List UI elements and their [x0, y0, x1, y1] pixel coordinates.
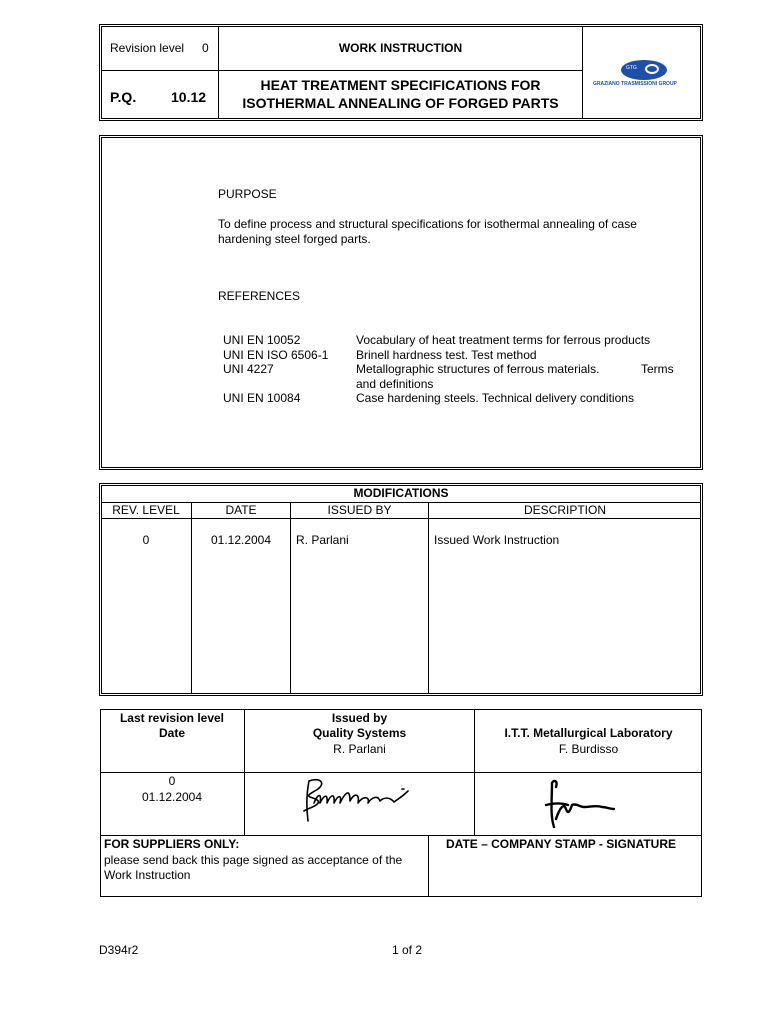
column-header-description: DESCRIPTION — [523, 503, 606, 517]
reference-code: UNI EN 10052 — [223, 333, 301, 347]
reference-description: Case hardening steels. Technical delivery conditions — [356, 391, 634, 405]
table-divider — [290, 502, 291, 694]
pq-label: P.Q. — [110, 89, 137, 105]
reference-description-line2: and definitions — [356, 377, 434, 391]
column-header-rev-level: REV. LEVEL — [112, 503, 180, 517]
header-divider — [582, 26, 583, 119]
purpose-section — [99, 135, 703, 470]
purpose-text-line2: hardening steel forged parts. — [218, 232, 371, 246]
suppliers-text-line2: Work Instruction — [104, 868, 191, 882]
reference-description: Brinell hardness test. Test method — [356, 348, 537, 362]
logo-mark-text: GTG — [626, 65, 637, 71]
table-divider — [100, 772, 702, 773]
last-revision-date-label: Date — [158, 726, 185, 740]
purpose-text-line1: To define process and structural specifications for isothermal annealing of case — [218, 217, 637, 231]
lab-name: F. Burdisso — [558, 742, 619, 756]
pq-value: 10.12 — [171, 89, 207, 105]
reference-code: UNI 4227 — [223, 362, 274, 376]
table-divider — [100, 835, 702, 836]
column-header-issued-by: ISSUED BY — [327, 503, 392, 517]
document-type: WORK INSTRUCTION — [338, 41, 463, 55]
reference-description: Metallographic structures of ferrous materials. — [356, 362, 600, 376]
suppliers-text-line1: please send back this page signed as acceptance of the — [104, 853, 403, 867]
table-divider — [191, 502, 192, 694]
references-heading: REFERENCES — [218, 289, 301, 303]
column-header-date: DATE — [225, 503, 257, 517]
last-revision-date-value: 01.12.2004 — [141, 790, 203, 804]
last-revision-label: Last revision level — [119, 711, 225, 725]
table-divider — [428, 835, 429, 897]
signature-quality-systems — [300, 775, 420, 827]
issued-by-label: Issued by — [331, 711, 388, 725]
last-revision-value: 0 — [168, 774, 176, 788]
quality-systems-label: Quality Systems — [312, 726, 407, 740]
reference-description: Vocabulary of heat treatment terms for ferrous products — [356, 333, 651, 347]
reference-description-extra: Terms — [641, 362, 674, 376]
reference-code: UNI EN ISO 6506-1 — [223, 348, 329, 362]
row-date: 01.12.2004 — [210, 533, 272, 547]
issued-by-name: R. Parlani — [333, 742, 386, 756]
document-code: D394r2 — [99, 943, 139, 957]
lab-title: I.T.T. Metallurgical Laboratory — [504, 726, 673, 740]
revision-level-label: Revision level — [110, 41, 185, 55]
stamp-signature-label: DATE – COMPANY STAMP - SIGNATURE — [446, 837, 677, 851]
purpose-heading: PURPOSE — [218, 187, 277, 201]
page-number: 1 of 2 — [392, 943, 423, 957]
revision-level-value: 0 — [202, 41, 209, 55]
page-title-line2: ISOTHERMAL ANNEALING OF FORGED PARTS — [242, 95, 559, 111]
row-description: Issued Work Instruction — [434, 533, 560, 547]
page-title-line1: HEAT TREATMENT SPECIFICATIONS FOR — [260, 77, 541, 93]
header-divider — [101, 70, 582, 71]
logo-text: GRAZIANO TRASMISSIONI GROUP — [593, 81, 677, 87]
reference-code: UNI EN 10084 — [223, 391, 301, 405]
row-issued-by: R. Parlani — [296, 533, 349, 547]
signature-metallurgical-lab — [540, 775, 620, 833]
table-divider — [428, 502, 429, 694]
modifications-title: MODIFICATIONS — [353, 486, 449, 500]
suppliers-title: FOR SUPPLIERS ONLY: — [104, 837, 240, 851]
row-rev-level: 0 — [142, 533, 150, 547]
